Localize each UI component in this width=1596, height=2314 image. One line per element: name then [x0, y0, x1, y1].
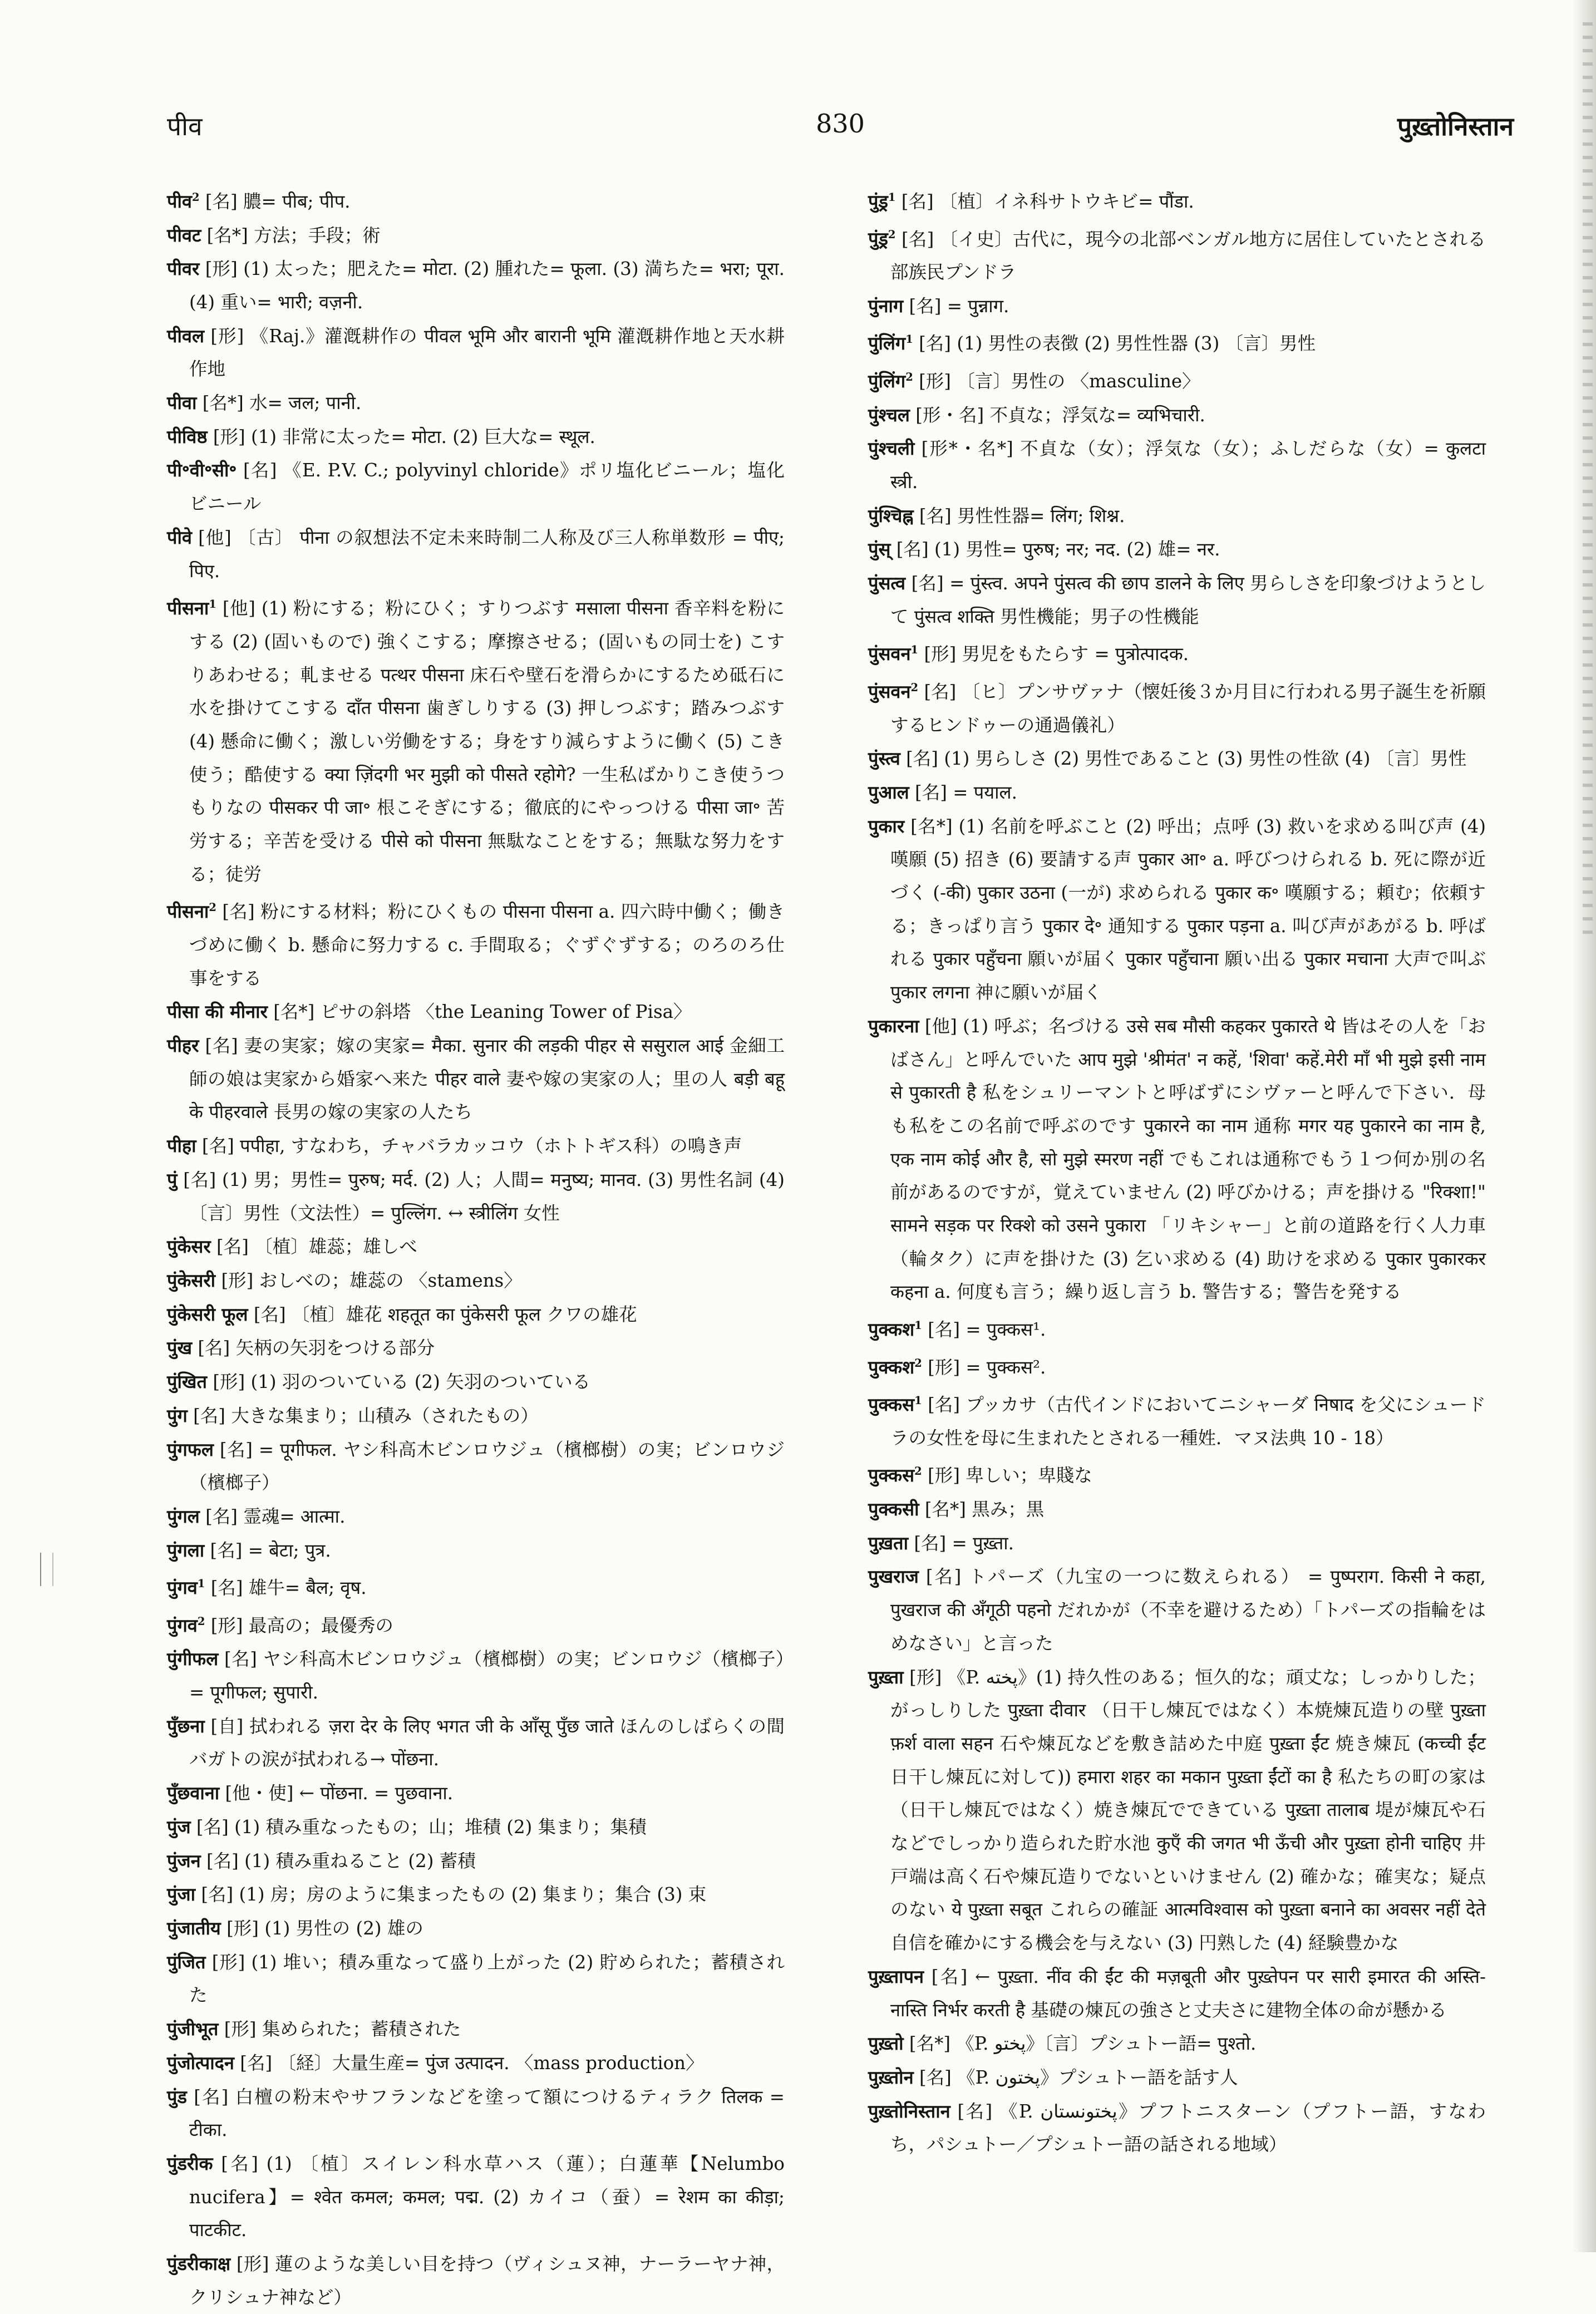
headword-text: पुंश्चल — [868, 403, 910, 426]
dictionary-entry — [868, 810, 1486, 1010]
dictionary-entry — [868, 1455, 1486, 1493]
dictionary-entry — [868, 633, 1486, 671]
homonym-number: 2 — [914, 1356, 922, 1370]
dictionary-entry — [868, 1493, 1486, 1527]
headword — [868, 1464, 922, 1486]
dictionary-entry — [167, 1433, 785, 1500]
definition: [名] = पूगीफल. ヤシ科高木ビンロウジュ（檳榔樹）の実；ビンロウジ（檳榔子） — [189, 1439, 785, 1494]
dictionary-entry — [868, 1527, 1486, 1560]
definition: [名] (1) 房；房のように集まったもの (2) 集まり；集合 (3) 束 — [195, 1884, 707, 1906]
homonym-number: 2 — [905, 371, 913, 383]
headword-text: पुंखित — [167, 1371, 207, 1393]
headword-text: पुंगव — [167, 1614, 198, 1636]
homonym-number: 2 — [914, 1465, 922, 1478]
headword — [868, 1532, 908, 1554]
headword-text: पुक्कसी — [868, 1498, 919, 1520]
definition: [名] 霊魂= आत्मा. — [199, 1505, 346, 1527]
headword — [868, 228, 895, 249]
headword-text: पी॰वी॰सी॰ — [167, 459, 237, 481]
dictionary-entry — [167, 1029, 785, 1129]
dictionary-entry — [167, 1642, 785, 1709]
headword — [868, 1498, 919, 1520]
headword — [167, 1715, 205, 1737]
headword — [868, 2066, 914, 2088]
definition: [名] = बेटा; पुत्र. — [204, 1539, 331, 1561]
headword — [167, 1917, 221, 1939]
headword-text: पुक्कस — [868, 1394, 915, 1416]
definition: [他] (1) 呼ぶ；名づける उसे सब मौसी कहकर पुकारते थे 皆はその人を「おばさん」と呼んでいた आप मुझे 'श्रीमंत' न कहें, 'शिवा' कहें.मेरी माँ भी मुझे इसी नाम से पुकारती है 私をシュリーマントと呼ばずにシヴァーと呼んで下さい．母も私をこの名前で呼ぶのです पुकारने का नाम 通称 मगर यह पुकारने का नाम है, एक नाम कोई और है, सो मुझे स्मरण नहीं でもこれは通称でもう１つ何か別の名前があるのですが，覚えていません (2) 呼びかける；声を掛ける "रिक्शा!" सामने सड़क पर रिक्शे को उसने पुकारा 「リキシャー」と前の道路を行く人力車（輪タク）に声を掛けた (3) 乞い求める (4) 助けを求める पुकार पुकारकर कहना a. 何度も言う；繰り返し言う b. 警告する；警告を発する — [890, 1015, 1486, 1303]
definition: [名] 〔経〕大量生産= पुंज उत्पादन. 〈mass production〉 — [234, 2052, 704, 2074]
dictionary-entry — [167, 219, 785, 253]
headword — [167, 1439, 214, 1460]
dictionary-entry — [868, 1661, 1486, 1960]
definition: [形] 卑しい；卑賤な — [922, 1465, 1092, 1486]
headword — [167, 1614, 205, 1636]
definition: [名] (1) 男らしさ (2) 男性であること (3) 男性の性欲 (4) 〔言〕男性 — [900, 748, 1467, 770]
headword-text: पुख़ता — [868, 1532, 908, 1554]
dictionary-entry — [868, 398, 1486, 432]
headword-text: पुंड्र — [868, 228, 888, 250]
dictionary-entry — [167, 1810, 785, 1844]
headword — [167, 190, 200, 212]
dictionary-entry — [167, 2147, 785, 2247]
definition: [名] 〔植〕雄蕊；雄しべ — [210, 1236, 417, 1258]
headword — [868, 1356, 922, 1378]
definition: [形] 最高の；最優秀の — [205, 1614, 393, 1636]
headword-text: पुक्कश — [868, 1318, 915, 1340]
definition: [他] (1) 粉にする；粉にひく；すりつぶす मसाला पीसना 香辛料を粉にする (2) (固いもので) 強くこする；摩擦させる；(固いもの同士を) こすりあわせる；軋ませる पत्थर पीसना 床石や壁石を滑らかにするため砥石に水を掛けてこする दाँत पीसना 歯ぎしりする (3) 押しつぶす；踏みつぶす (4) 懸命に働く；激しい労働をする；身をすり減らすように働く (5) こき使う；酷使する क्या ज़िंदगी भर मुझी को पीसते रहोगे? 一生私ばかりこき使うつもりなの पीसकर पी जा॰ 根こそぎにする；徹底的にやっつける पीसा जा॰ 苦労する；辛苦を受ける पीसे को पीसना 無駄なことをする；無駄な努力をする；徒労 — [189, 598, 785, 885]
headword-text: पुंश्चली — [868, 437, 915, 460]
definition: [形] 集められた；蓄積された — [218, 2018, 461, 2040]
dictionary-entry — [167, 891, 785, 995]
headword-text: पुंगीफल — [167, 1648, 219, 1670]
headword — [167, 1648, 218, 1670]
headword — [868, 1394, 922, 1415]
headword-text: पुख़्तोनिस्तान — [868, 2100, 950, 2122]
headword — [868, 295, 903, 317]
headword-text: पीसना — [167, 597, 209, 619]
definition: [名*] 《P. پختو》〔言〕プシュトー語= पुश्तो. — [903, 2033, 1257, 2055]
headword — [167, 1169, 177, 1190]
headword-text: पुंनाग — [868, 294, 904, 317]
headword — [868, 505, 914, 526]
headword — [868, 1966, 924, 1987]
definition: [名] 雄牛= बैल; वृष. — [205, 1577, 367, 1599]
definition: [名] = पुक्कस¹. — [922, 1319, 1046, 1340]
definition: [名] プッカサ（古代インドにおいてニシャーダ निषाद を父にシュードラの女性を母に生まれたとされる一種姓．マヌ法典 10 - 18） — [890, 1394, 1486, 1449]
homonym-number: 2 — [197, 1614, 205, 1628]
dictionary-entry — [868, 671, 1486, 742]
dictionary-entry — [167, 1567, 785, 1605]
dictionary-entry — [167, 1946, 785, 2012]
dictionary-entry — [167, 1163, 785, 1230]
definition: [名] 男性性器= लिंग; शिश्न. — [913, 505, 1125, 526]
definition: [名] トパーズ（九宝の一つに数えられる） = पुष्पराग. किसी ने कहा, पुखराज की अँगूठी पहनो だれかが（不幸を避けるため）「トパーズの指輪をはめなさい」と言った — [890, 1566, 1486, 1654]
headword-text: पीवट — [167, 224, 201, 246]
definition: [名] पपीहा, すなわち，チャバラカッコウ（ホトトギス科）の鳴き声 — [196, 1135, 742, 1157]
headword — [167, 1539, 204, 1561]
definition: [名] = पुख़्ता. — [908, 1532, 1014, 1554]
right-column — [868, 181, 1486, 2229]
page-header — [167, 109, 1514, 153]
dictionary-entry — [167, 2247, 785, 2314]
headword — [868, 1318, 922, 1340]
dictionary-entry — [167, 1331, 785, 1365]
headword-text: पुंजातीय — [167, 1917, 221, 1939]
dictionary-entry — [868, 567, 1486, 633]
right-guide-word: पुख़्तोनिस्तान — [1397, 111, 1514, 141]
headword — [167, 2018, 218, 2040]
definition: [名*] 黒み；黒 — [919, 1499, 1045, 1520]
dictionary-entry — [868, 219, 1486, 289]
definition: [形] (1) 羽のついている (2) 矢羽のついている — [207, 1371, 591, 1393]
dictionary-entry — [167, 588, 785, 891]
dictionary-entry — [167, 1710, 785, 1776]
homonym-number: 2 — [209, 901, 216, 914]
headword-text: पीवा — [167, 392, 197, 414]
headword — [167, 526, 192, 548]
definition: [名] 大きな集まり；山積み（されたもの） — [187, 1405, 539, 1426]
definition: [名] (1) 〔植〕スイレン科水草ハス（蓮）；白蓮華【Nelumbo nucifera】= श्वेत कमल; कमल; पद्म. (2) カイコ（蚕）= रेशम का कीड़ा; पाटकीट. — [189, 2153, 785, 2241]
dictionary-entry — [868, 1347, 1486, 1385]
headword — [167, 1816, 191, 1838]
dictionary-entry — [167, 1264, 785, 1298]
definition: [形] 〔言〕男性の 〈masculine〉 — [913, 370, 1200, 392]
headword — [868, 1666, 904, 1688]
headword-text: पुंजीभूत — [167, 2018, 219, 2040]
headword — [167, 1951, 206, 1973]
headword — [868, 2032, 904, 2054]
homonym-number: 1 — [910, 643, 919, 657]
headword — [167, 1883, 195, 1905]
definition: [他・使] ← पोंछना. = पुछवाना. — [219, 1783, 454, 1804]
dictionary-entry — [868, 2061, 1486, 2095]
homonym-number: 1 — [888, 191, 896, 204]
definition: [形・名] 不貞な；浮気な= व्यभिचारी. — [909, 404, 1205, 426]
headword-text: पुंड — [167, 2085, 187, 2108]
page-number: 830 — [816, 109, 865, 139]
dictionary-entry — [167, 2080, 785, 2147]
homonym-number: 1 — [914, 1319, 922, 1332]
definition: [名] = पुन्नाग. — [903, 295, 1009, 317]
headword-text: पुंजा — [167, 1883, 195, 1906]
headword — [868, 643, 918, 664]
dictionary-entry — [167, 1912, 785, 1946]
dictionary-entry — [868, 361, 1486, 398]
headword — [868, 370, 913, 392]
headword-text: पुंडरीकाक्ष — [167, 2253, 231, 2275]
definition: [名] 白檀の粉末やサフランなどを塗って額につけるティラク तिलक = टीका. — [186, 2086, 785, 2141]
dictionary-entry — [167, 454, 785, 520]
headword-text: पुंश्चिह्न — [868, 504, 914, 526]
definition: [名] 《P. پختون》プシュトー語を話す人 — [913, 2066, 1238, 2088]
definition: [名] 膿= पीब; पीप. — [199, 190, 351, 212]
definition: [形] 《Raj.》灌漑耕作の पीवल भूमि और बारानी भूमि 灌漑耕作地と天水耕作地 — [189, 325, 785, 380]
headword — [167, 1505, 200, 1527]
headword-text: पुख़्तोन — [868, 2066, 914, 2088]
headword-text: पुंड्र — [868, 190, 888, 212]
dictionary-entry — [167, 995, 785, 1029]
dictionary-entry — [167, 1298, 785, 1332]
headword-text: पुंगला — [167, 1539, 205, 1561]
dictionary-entry — [868, 1309, 1486, 1347]
headword — [167, 1405, 188, 1426]
headword — [167, 1850, 201, 1872]
dictionary-entry — [868, 1010, 1486, 1309]
dictionary-entry — [167, 1844, 785, 1878]
definition: [他] 〔古〕 पीना の叙想法不定未来時制二人称及び三人称単数形 = पीए; पिए. — [189, 526, 785, 582]
headword-text: पीविष्ठ — [167, 425, 208, 447]
headword — [167, 1337, 192, 1358]
definition: [名] (1) 男性の表徴 (2) 男性性器 (3) 〔言〕男性 — [913, 333, 1316, 355]
headword-text: पुंज — [167, 1815, 191, 1838]
headword — [167, 1303, 248, 1325]
headword — [167, 2253, 230, 2274]
headword-text: पुंगव — [167, 1577, 198, 1599]
headword — [167, 1135, 196, 1156]
headword-text: पुकारना — [868, 1015, 919, 1037]
definition: [形] 男児をもたらす = पुत्रोत्पादक. — [918, 643, 1189, 665]
definition: [形] (1) 男性の (2) 雄の — [220, 1918, 423, 1939]
headword — [868, 2100, 950, 2122]
dictionary-entry — [167, 252, 785, 319]
headword-text: पुंस्त्व — [868, 747, 900, 770]
dictionary-entry — [167, 521, 785, 588]
headword-text: पुखराज — [868, 1565, 919, 1588]
headword — [868, 1565, 919, 1587]
dictionary-entry — [868, 2095, 1486, 2162]
homonym-number: 1 — [197, 1577, 205, 1591]
dictionary-entry — [167, 2012, 785, 2046]
dictionary-entry — [868, 742, 1486, 776]
definition: [名] = पयाल. — [909, 781, 1017, 803]
dictionary-entry — [167, 1605, 785, 1643]
headword-text: पुंख — [167, 1337, 193, 1359]
dictionary-entry — [868, 1960, 1486, 2027]
dictionary-entry — [167, 1129, 785, 1163]
headword — [167, 1235, 211, 1257]
dictionary-entry — [167, 181, 785, 219]
page-edge-dots — [1583, 22, 1593, 941]
headword-text: पुंजन — [167, 1849, 201, 1872]
definition: [名] 〔イ史〕古代に，現今の北部ベンガル地方に居住していたとされる部族民プンドラ — [890, 228, 1486, 283]
homonym-number: 2 — [191, 191, 200, 204]
page-edge-shadow — [1573, 0, 1596, 2252]
definition: [名*] 方法；手段；術 — [201, 224, 381, 246]
headword-text: पुंडरीक — [167, 2152, 213, 2174]
dictionary-entry — [868, 1384, 1486, 1455]
headword-text: पुख़्तो — [868, 2032, 904, 2055]
headword — [868, 781, 909, 803]
dictionary-entry — [868, 1560, 1486, 1660]
headword — [167, 900, 216, 922]
definition: [形] おしべの；雄蕊の 〈stamens〉 — [215, 1269, 522, 1291]
definition: [名*] 水= जल; पानी. — [196, 392, 362, 414]
definition: [名] 矢柄の矢羽をつける部分 — [192, 1337, 435, 1359]
dictionary-entry — [167, 1878, 785, 1912]
headword-text: पीसना — [167, 900, 209, 923]
headword-text: पुंसवन — [868, 680, 911, 702]
headword — [167, 1035, 199, 1056]
definition: [名] 〔植〕イネ科サトウキビ= पौंडा. — [895, 190, 1194, 212]
homonym-number: 1 — [905, 333, 913, 346]
definition: [形] 蓮のような美しい目を持つ（ヴィシュヌ神，ナーラーヤナ神，クリシュナ神など） — [189, 2253, 785, 2308]
homonym-number: 1 — [209, 598, 216, 611]
headword-text: पुआल — [868, 781, 909, 803]
headword-text: पुंग — [167, 1404, 188, 1426]
headword — [868, 815, 904, 837]
dictionary-entry — [868, 2027, 1486, 2061]
headword — [868, 1015, 919, 1037]
headword — [167, 224, 201, 246]
headword-text: पुक्कश — [868, 1356, 915, 1378]
headword-text: पुंसत्व — [868, 572, 906, 594]
headword — [167, 2052, 234, 2074]
homonym-number: 1 — [914, 1394, 922, 1407]
dictionary-entry — [167, 386, 785, 420]
dictionary-entry — [868, 289, 1486, 323]
dictionary-entry — [868, 181, 1486, 219]
headword-text: पुंकेसर — [167, 1235, 211, 1258]
margin-mark — [40, 1553, 53, 1586]
headword — [167, 1269, 215, 1291]
headword — [167, 459, 237, 481]
left-column — [167, 181, 785, 2308]
dictionary-entry — [868, 323, 1486, 361]
headword — [167, 2153, 213, 2174]
dictionary-entry — [868, 533, 1486, 567]
definition: [自] 拭われる ज़रा देर के लिए भगत जी के आँसू पुँछ जाते ほんのしばらくの間バガトの涙が拭われる→ पोंछना. — [189, 1715, 785, 1770]
definition: [名] 粉にする材料；粉にひくもの पीसना पीसना a. 四六時中働く；働きづめに働く b. 懸命に努力する c. 手間取る；ぐずぐずする；のろのろ仕事をする — [189, 901, 785, 989]
definition: [名] 〔植〕雄花 शहतूत का पुंकेसरी फूल クワの雄花 — [248, 1303, 637, 1325]
headword-text: पीवे — [167, 526, 192, 548]
definition: [名] 《E. P.V. C.; polyvinyl chloride》ポリ塩化ビニール；塩化ビニール — [189, 460, 785, 515]
headword-text: पुंगफल — [167, 1438, 214, 1460]
headword — [868, 747, 900, 769]
headword — [167, 597, 216, 619]
left-guide-word: पीव — [167, 111, 203, 141]
headword-text: पीसा की मीनार — [167, 1001, 268, 1023]
definition: [名] 〔ヒ〕プンサヴァナ（懐妊後３か月目に行われる男子誕生を祈願するヒンドゥーの通過儀礼） — [890, 681, 1486, 736]
headword-text: पुंजोत्पादन — [167, 2051, 234, 2074]
definition: [形] (1) 非常に太った= मोटा. (2) 巨大な= स्थूल. — [207, 426, 595, 447]
headword — [868, 332, 913, 354]
definition: [名] (1) 男性= पुरुष; नर; नद. (2) 雄= नर. — [890, 539, 1220, 560]
headword-text: पुकार — [868, 815, 905, 837]
headword — [167, 1577, 205, 1598]
headword — [868, 572, 905, 594]
definition: [形] 《P. پخته》(1) 持久性のある；恒久的な；頑丈な；しっかりした；がっしりした पुख़्ता दीवार （日干し煉瓦ではなく）本焼煉瓦造りの壁 पुख़्ता फ़र्श वाला सहन 石や煉瓦などを敷き詰めた中庭 पुख़्ता ईंट 焼き煉瓦 (कच्ची ईंट 日干し煉瓦に対して)) हमारा शहर का मकान पुख़्ता ईंटों का है 私たちの町の家は（日干し煉瓦ではなく）焼き煉瓦でできている पुख़्ता तालाब 堤が煉瓦や石などでしっかり造られた貯水池 कुएँ की जगत भी ऊँची और पुख़्ता होनी चाहिए 井戸端は高く石や煉瓦造りでないといけません (2) 確かな；確実な；疑点のない ये पुख़्ता सबूत これらの確証 आत्मविश्वास को पुख़्ता बनाने का अवसर नहीं देते 自信を確かにする機会を与えない (3) 円熟した (4) 経験豊かな — [890, 1666, 1486, 1954]
dictionary-entry — [167, 1399, 785, 1433]
headword-text: पुँछवाना — [167, 1782, 220, 1804]
headword-text: पुक्कस — [868, 1464, 915, 1486]
headword — [868, 538, 890, 560]
headword — [167, 1001, 268, 1022]
headword-text: पुंगल — [167, 1505, 200, 1527]
definition: [名] = पुंस्त्व. अपने पुंसत्व की छाप डालने के लिए 男らしさを印象づけようとして पुंसत्व शक्ति 男性機能；男子の性機能 — [890, 573, 1486, 627]
headword-text: पुंकेसरी फूल — [167, 1303, 248, 1325]
homonym-number: 2 — [910, 681, 919, 694]
headword-text: पुं — [167, 1168, 178, 1190]
headword-text: पीव — [167, 190, 192, 212]
dictionary-entry — [167, 1365, 785, 1399]
headword-text: पुंलिंग — [868, 370, 906, 392]
headword-text: पुँछना — [167, 1715, 205, 1737]
headword — [167, 1782, 219, 1804]
definition: [形] = पुक्कस². — [922, 1356, 1046, 1378]
definition: [名] (1) 男；男性= पुरुष; मर्द. (2) 人；人間= मनुष्य; मानव. (3) 男性名詞 (4) 〔言〕男性（文法性）= पुल्लिंग. ↔ स्त्रीलिंग 女性 — [177, 1169, 785, 1224]
headword — [167, 392, 196, 413]
headword — [868, 437, 914, 459]
dictionary-entry — [167, 1500, 785, 1534]
definition: [形] (1) 堆い；積み重なって盛り上がった (2) 貯められた；蓄積された — [189, 1951, 785, 2006]
definition: [形*・名*] 不貞な（女）；浮気な（女）；ふしだらな（女）= कुलटा स्त्री. — [890, 438, 1486, 493]
headword-text: पीहर — [167, 1035, 199, 1057]
definition: [名] 《P. پختونستان》プフトニスターン（プフトー語，すなわち，パシュトー／プシュトー語の話される地域） — [890, 2100, 1486, 2155]
headword-text: पुख़्तापन — [868, 1965, 924, 1987]
headword — [167, 426, 208, 447]
dictionary-entry — [167, 420, 785, 454]
definition: [名] (1) 積み重ねること (2) 蓄積 — [200, 1850, 476, 1872]
headword-text: पीहा — [167, 1135, 196, 1157]
dictionary-entry — [167, 1776, 785, 1810]
headword — [868, 190, 895, 212]
definition: [形] (1) 太った；肥えた= मोटा. (2) 腫れた= फूला. (3) 満ちた= भरा; पूरा. (4) 重い= भारी; वज़नी. — [189, 258, 785, 313]
definition: [名] (1) 積み重なったもの；山；堆積 (2) 集まり；集積 — [190, 1816, 647, 1838]
headword-text: पुंसवन — [868, 643, 911, 665]
headword-text: पुंजित — [167, 1951, 206, 1973]
definition: [名] 妻の実家；嫁の実家= मैका. सुनार की लड़की पीहर से ससुराल आई 金細工師の娘は実家から婚家へ来た पीहर वाले 妻や嫁の実家の人；里の人 बड़ी बहू के पीहरवाले 長男の嫁の実家の人たち — [189, 1035, 785, 1123]
dictionary-entry — [868, 499, 1486, 533]
headword-text: पुंस् — [868, 538, 891, 560]
headword — [167, 2086, 187, 2108]
definition: [名] ヤシ科高木ビンロウジュ（檳榔樹）の実；ビンロウジ（檳榔子）= पूगीफल; सुपारी. — [189, 1648, 785, 1704]
dictionary-entry — [167, 2046, 785, 2080]
headword-text: पुंलिंग — [868, 332, 906, 355]
headword — [167, 1371, 207, 1392]
headword — [868, 681, 918, 702]
dictionary-entry — [868, 776, 1486, 810]
dictionary-entry — [868, 432, 1486, 499]
homonym-number: 2 — [888, 228, 896, 242]
definition: [名*] ピサの斜塔 〈the Leaning Tower of Pisa〉 — [267, 1001, 692, 1023]
headword-text: पीवल — [167, 324, 204, 347]
headword-text: पुंकेसरी — [167, 1269, 216, 1291]
dictionary-entry — [167, 1534, 785, 1568]
definition: [名] ← पुख़्ता. नींव की ईंट की मज़बूती और पुख़्तेपन पर सारी इमारत की अस्ति-नास्ति निर्भर करती है 基礎の煉瓦の強さと丈夫さに建物全体の命が懸かる — [890, 1966, 1486, 2021]
headword — [167, 258, 199, 279]
dictionary-entry — [167, 319, 785, 386]
headword-text: पीवर — [167, 258, 200, 280]
headword-text: पुख़्ता — [868, 1666, 904, 1688]
definition: [名*] (1) 名前を呼ぶこと (2) 呼出；点呼 (3) 救いを求める叫び声 (4) 嘆願 (5) 招き (6) 要請する声 पुकार आ॰ a. 呼びつけられる b. 死に際が近づく (-की) पुकार उठना (一が) 求められる पुकार क॰ 嘆願する；頼む；依頼する；きっぱり言う पुकार दे॰ 通知する पुकार पड़ना a. 叫び声があがる b. 呼ばれる पुकार पहुँचना 願いが届く पुकार पहुँचाना 願い出る पुकार मचाना 大声で叫ぶ पुकार लगना 神に願いが届く — [890, 815, 1486, 1003]
headword — [868, 404, 910, 426]
dictionary-entry — [167, 1230, 785, 1264]
headword — [167, 325, 204, 347]
